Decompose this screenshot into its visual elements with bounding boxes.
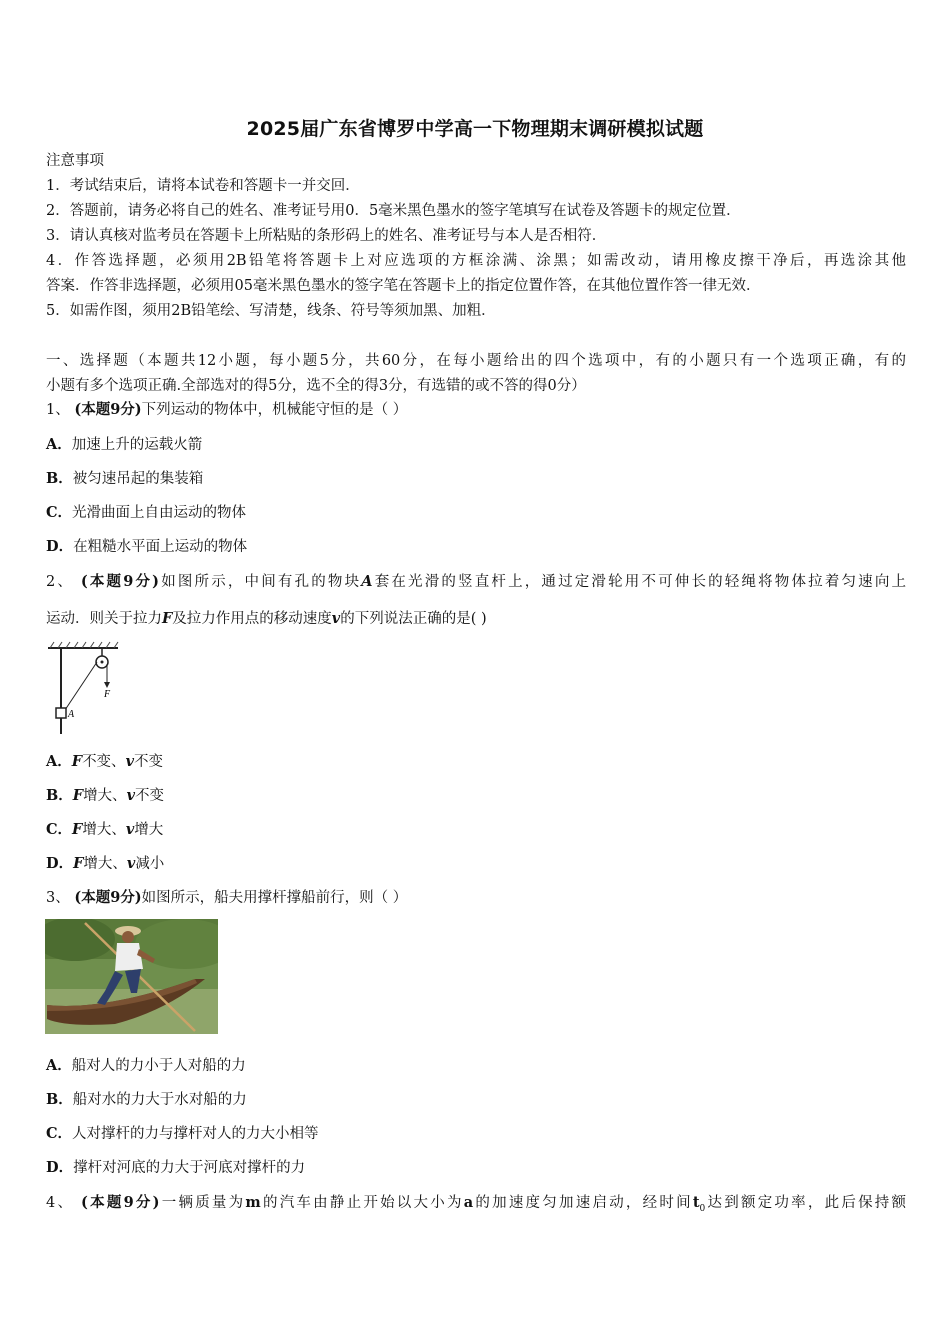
q3-option-a[interactable]: A．船对人的力小于人对船的力 [46,1057,246,1074]
pulley-diagram [46,640,120,738]
q1-option-a[interactable]: A．加速上升的运载火箭 [46,436,203,453]
q1-text: 下列运动的物体中，机械能守恒的是（ ） [141,402,408,418]
section-instructions-line2: 小题有多个选项正确.全部选对的得5分，选不全的得3分，有选错的或不答的得0分） [46,378,586,394]
notice-item-1: 1．考试结束后，请将本试卷和答题卡一并交回． [46,178,360,194]
q1-option-d[interactable]: D．在粗糙水平面上运动的物体 [46,538,248,555]
q2-stem-cont: 运动．则关于拉力F及拉力作用点的移动速度v的下列说法正确的是( ) [46,610,487,627]
q1-score-tag: (本题9分) [74,401,142,418]
q1-number: 1、 [46,402,70,418]
page-title: 2025届广东省博罗中学高一下物理期末调研模拟试题 [246,118,704,140]
block-label: A [68,709,75,720]
q3-option-c[interactable]: C．人对撑杆的力与撑杆对人的力大小相等 [46,1125,319,1142]
q2-option-d[interactable]: D．F增大、v减小 [46,855,165,872]
notice-item-3: 3．请认真核对监考员在答题卡上所粘贴的条形码上的姓名、准考证号与本人是否相符． [46,228,607,244]
q2-option-b[interactable]: B．F增大、v不变 [46,787,164,804]
q2-stem: 2、 (本题9分)如图所示，中间有孔的物块A套在光滑的竖直杆上，通过定滑轮用不可伸长的轻绳将物体拉着匀速向上 [46,573,907,590]
boatman-photo [45,919,218,1034]
notice-item-4-cont: 答案．作答非选择题，必须用05毫米黑色墨水的签字笔在答题卡上的指定位置作答，在其他位置作答一律无效． [46,278,761,294]
q2-option-a[interactable]: A．F不变、v不变 [46,753,163,770]
notice-heading: 注意事项 [46,153,104,169]
q4-stem: 4、 (本题9分)一辆质量为m的汽车由静止开始以大小为a的加速度匀加速启动，经时间$t_0$达到额定功率，此后保持额 [46,1194,907,1214]
q1-option-b[interactable]: B．被匀速吊起的集装箱 [46,470,204,487]
q1-stem [46,400,407,420]
notice-item-4: 4．作答选择题，必须用2B铅笔将答题卡上对应选项的方框涂满、涂黑；如需改动，请用橡皮擦干净后，再选涂其他 [46,253,906,269]
notice-item-5: 5．如需作图，须用2B铅笔绘、写清楚，线条、符号等须加黑、加粗． [46,303,496,319]
notice-item-2: 2．答题前，请务必将自己的姓名、准考证号用0．5毫米黑色墨水的签字笔填写在试卷及答题卡的规定位置． [46,203,741,219]
q1-option-c[interactable]: C．光滑曲面上自由运动的物体 [46,504,247,521]
force-label: F [104,689,111,700]
q2-option-c[interactable]: C．F增大、v增大 [46,821,164,838]
q3-option-b[interactable]: B．船对水的力大于水对船的力 [46,1091,247,1108]
q3-stem: 3、 (本题9分)如图所示，船夫用撑杆撑船前行，则（ ） [46,889,408,906]
q3-option-d[interactable]: D．撑杆对河底的力大于河底对撑杆的力 [46,1159,306,1176]
section-instructions-line1: 一、选择题（本题共12小题，每小题5分，共60分，在每小题给出的四个选项中，有的小题只有一个选项正确，有的 [46,353,906,369]
